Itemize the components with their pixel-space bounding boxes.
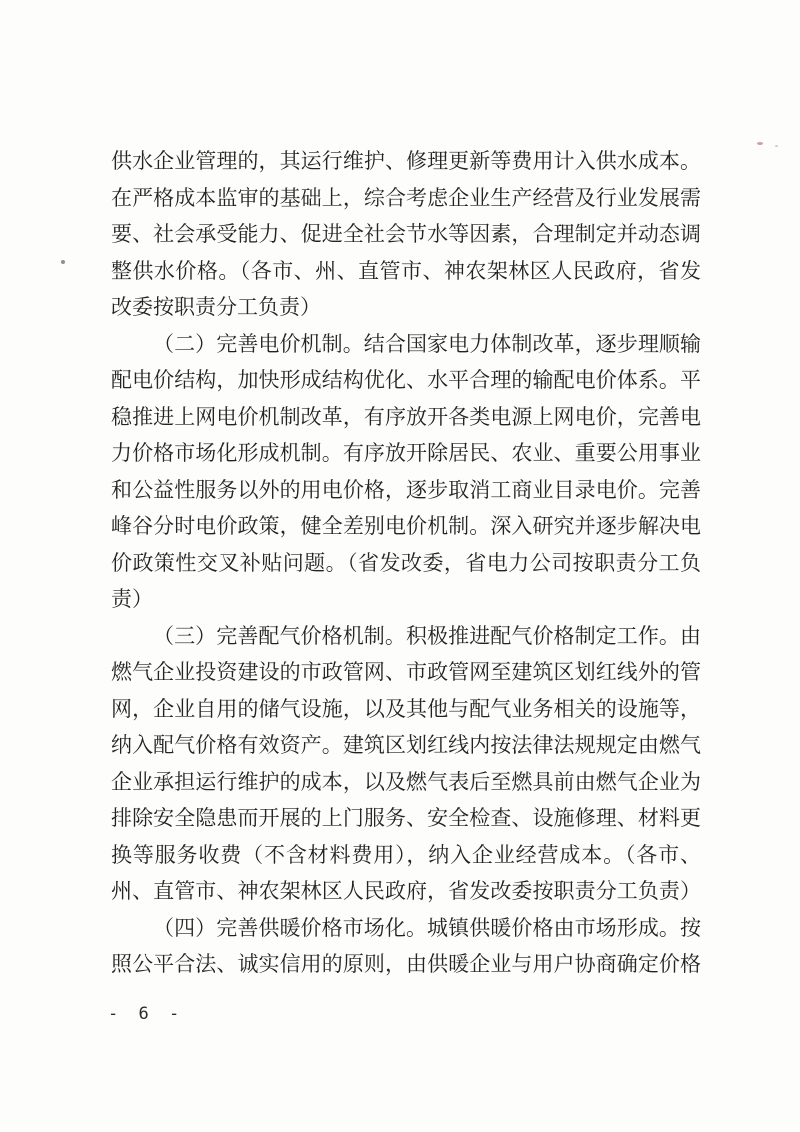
- text-line: 换等服务收费（不含材料费用），纳入企业经营成本。（各市、: [111, 842, 701, 867]
- paragraph: [111, 910, 701, 983]
- text-line: 配电价结构，加快形成结构优化、水平合理的输配电价体系。平: [111, 368, 701, 392]
- text-line: 和公益性服务以外的用电价格，逐步取消工商业目录电价。完善: [111, 477, 701, 502]
- text-line: 要、社会承受能力、促进全社会节水等因素，合理制定并动态调: [111, 222, 701, 246]
- text-line: 改委按职责分工负责）: [111, 295, 321, 319]
- page-number: - 6 -: [108, 1004, 185, 1024]
- text-line: 供水企业管理的，其运行维护、修理更新等费用计入供水成本。: [111, 149, 701, 173]
- text-line: 纳入配气价格有效资产。建筑区划红线内按法律法规规定由燃气: [111, 733, 701, 757]
- scan-speck: [757, 142, 763, 145]
- text-line: 力价格市场化形成机制。有序放开除居民、农业、重要公用事业: [111, 441, 701, 465]
- text-line: 州、直管市、神农架林区人民政府，省发改委按职责分工负责）: [111, 879, 701, 903]
- text-line: 排除安全隐患而开展的上门服务、安全检查、设施修理、材料更: [111, 806, 701, 830]
- text-line: 网，企业自用的储气设施，以及其他与配气业务相关的设施等，: [111, 696, 701, 721]
- document-body: [111, 143, 701, 983]
- paragraph: [111, 143, 701, 326]
- text-line: 在严格成本监审的基础上，综合考虑企业生产经营及行业发展需: [111, 185, 701, 210]
- text-line: 峰谷分时电价政策，健全差别电价机制。深入研究并逐步解决电: [111, 514, 701, 538]
- text-line: 企业承担运行维护的成本，以及燃气表后至燃具前由燃气企业为: [111, 769, 701, 794]
- text-line: （三）完善配气价格机制。积极推进配气价格制定工作。由: [153, 623, 701, 648]
- paragraph: [111, 618, 701, 910]
- text-line: （四）完善供暖价格市场化。城镇供暖价格由市场形成。按: [153, 915, 701, 940]
- text-line: 稳推进上网电价机制改革，有序放开各类电源上网电价，完善电: [111, 404, 701, 429]
- scan-speck: [61, 260, 65, 264]
- text-line: 责）: [111, 587, 153, 611]
- paragraph: [111, 326, 701, 618]
- text-line: 整供水价格。（各市、州、直管市、神农架林区人民政府，省发: [111, 258, 701, 283]
- text-line: （二）完善电价机制。结合国家电力体制改革，逐步理顺输: [153, 331, 701, 356]
- text-line: 价政策性交叉补贴问题。（省发改委，省电力公司按职责分工负: [111, 550, 701, 575]
- text-line: 照公平合法、诚实信用的原则，由供暖企业与用户协商确定价格: [111, 952, 701, 976]
- scan-speck: [775, 145, 778, 147]
- text-line: 燃气企业投资建设的市政管网、市政管网至建筑区划红线外的管: [111, 660, 701, 684]
